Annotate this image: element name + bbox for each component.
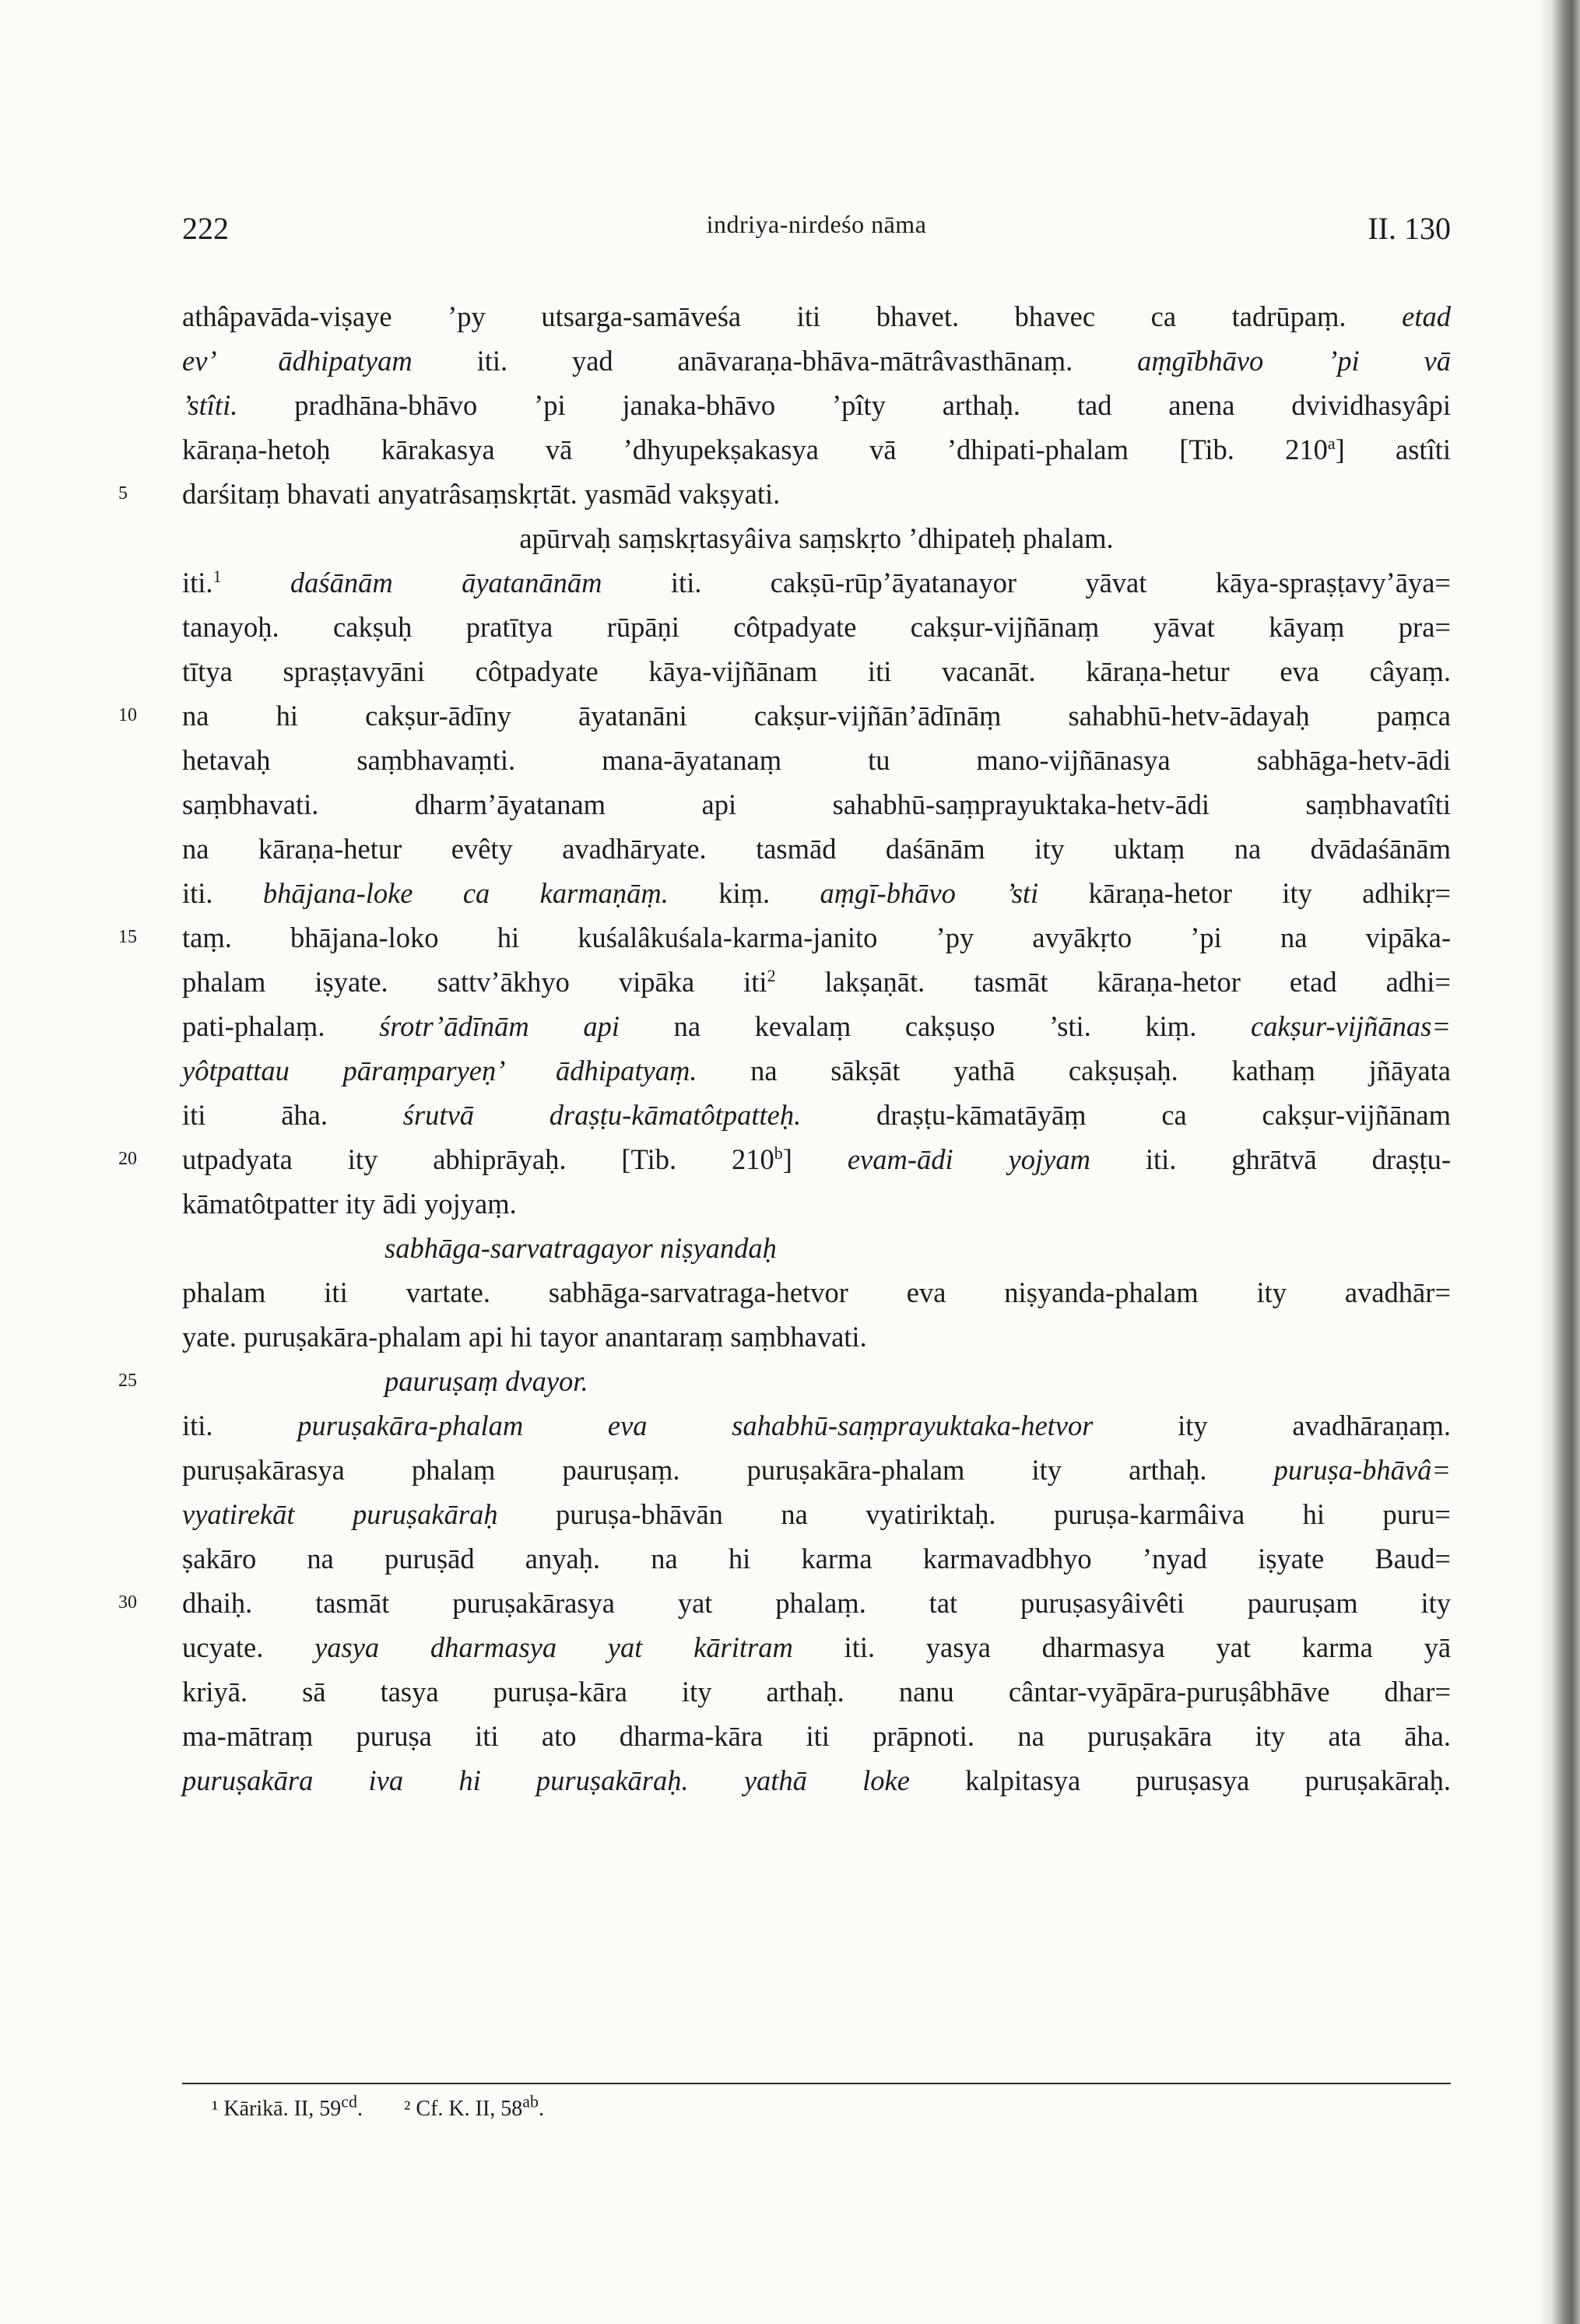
verse-line: sabhāga-sarvatragayor niṣyandaḥ xyxy=(384,1232,777,1264)
text-line: yôtpattau pāraṃparyeṇ’ ādhipatyaṃ. na sākṣāt yathā cakṣuṣaḥ. kathaṃ jñāyata xyxy=(182,1055,1451,1087)
text-line: ma-mātraṃ puruṣa iti ato dharma-kāra iti prāpnoti. na puruṣakāra ity ata āha. xyxy=(182,1720,1451,1752)
footnote-2: ² Cf. K. II, $58^{ab}$. xyxy=(404,2091,545,2121)
line-number: 10 xyxy=(118,705,137,725)
text-line: ev’ ādhipatyam iti. yad anāvaraṇa-bhāva-mātrâvasthānaṃ. aṃgībhāvo ’pi vā xyxy=(182,345,1451,377)
text-body xyxy=(118,294,1452,1803)
line-number: 30 xyxy=(118,1592,137,1613)
text-line: puruṣakārasya phalaṃ pauruṣaṃ. puruṣakāra-phalam ity arthaḥ. puruṣa-bhāvâ= xyxy=(182,1454,1451,1486)
line-number: 5 xyxy=(118,483,128,504)
text-line: iti. bhājana-loke ca karmaṇāṃ. kiṃ. aṃgī-bhāvo ’sti kāraṇa-hetor ity adhikṛ= xyxy=(182,877,1452,909)
text-line: ṣakāro na puruṣād anyaḥ. na hi karma karmavadbhyo ’nyad iṣyate Baud= xyxy=(182,1543,1451,1574)
text-line: kāraṇa-hetoḥ kārakasya vā ’dhyupekṣakasya vā ’dhipati-phalam [Tib. 210$^a$] astîti xyxy=(182,433,1451,465)
line-number: 25 xyxy=(118,1371,137,1391)
text-line: 30 dhaiḥ. tasmāt puruṣakārasya yat phalaṃ. tat puruṣasyâivêti pauruṣam ity xyxy=(182,1581,1451,1625)
verse-line: apūrvaḥ saṃskṛtasyâiva saṃskṛto ’dhipateḥ phalam. xyxy=(519,522,1114,554)
text-line: puruṣakāra iva hi puruṣakāraḥ. yathā loke kalpitasya puruṣasya puruṣakāraḥ. xyxy=(182,1764,1452,1796)
text-line: pati-phalaṃ. śrotr’ādīnām api na kevalaṃ cakṣuṣo ’sti. kiṃ. cakṣur-vijñānas= xyxy=(182,1010,1451,1042)
text-line: yate. puruṣakāra-phalam api hi tayor anantaraṃ saṃbhavati. xyxy=(182,1321,867,1353)
page-edge-shadow xyxy=(1540,0,1580,2324)
text-line: 15 taṃ. bhājana-loko hi kuśalâkuśala-karma-janito ’py avyākṛto ’pi na vipāka- xyxy=(182,915,1451,960)
text-line: tanayoḥ. cakṣuḥ pratītya rūpāṇi côtpadyate cakṣur-vijñānaṃ yāvat kāyaṃ pra= xyxy=(182,611,1451,643)
text-line: kāmatôtpatter ity ādi yojyaṃ. xyxy=(182,1188,517,1220)
text-line: saṃbhavati. dharm’āyatanam api sahabhū-saṃprayuktaka-hetv-ādi saṃbhavatîti xyxy=(182,788,1451,820)
line-number: 20 xyxy=(118,1149,137,1169)
text-line: na kāraṇa-hetur evêty avadhāryate. tasmād daśānām ity uktaṃ na dvādaśānām xyxy=(182,833,1451,865)
section-reference: II. 130 xyxy=(1368,211,1451,246)
text-line: ’stîti. pradhāna-bhāvo ’pi janaka-bhāvo ’pîty arthaḥ. tad anena dvividhasyâpi xyxy=(182,389,1452,421)
text-line: 20 utpadyata ity abhiprāyaḥ. [Tib. 210$^b$] evam-ādi yojyam iti. ghrātvā draṣṭu- xyxy=(182,1137,1451,1181)
footnote-divider xyxy=(182,2083,1451,2084)
text-line: 5 darśitaṃ bhavati anyatrâsaṃskṛtāt. yasmād vakṣyati. xyxy=(182,472,1451,516)
line-number: 15 xyxy=(118,927,137,947)
text-line: kriyā. sā tasya puruṣa-kāra ity arthaḥ. nanu cântar-vyāpāra-puruṣâbhāve dhar= xyxy=(182,1676,1451,1708)
text-line: iti.$^1$ daśānām āyatanānām iti. cakṣū-rūp’āyatanayor yāvat kāya-spraṣṭavy’āya= xyxy=(182,566,1452,599)
text-line: vyatirekāt puruṣakāraḥ puruṣa-bhāvān na vyatiriktaḥ. puruṣa-karmâiva hi puru= xyxy=(182,1498,1451,1530)
text-line: phalam iṣyate. sattv’ākhyo vipāka iti$^2$ lakṣaṇāt. tasmāt kāraṇa-hetor etad adhi= xyxy=(182,965,1452,998)
text-line: iti. puruṣakāra-phalam eva sahabhū-saṃprayuktaka-hetvor ity avadhāraṇaṃ. xyxy=(182,1409,1452,1441)
running-title: indriya-nirdeśo nāma xyxy=(706,210,927,238)
text-line: iti āha. śrutvā draṣṭu-kāmatôtpatteḥ. draṣṭu-kāmatāyāṃ ca cakṣur-vijñānam xyxy=(182,1099,1452,1131)
text-line: hetavaḥ saṃbhavaṃti. mana-āyatanaṃ tu mano-vijñānasya sabhāga-hetv-ādi xyxy=(182,744,1451,776)
footnotes xyxy=(212,2091,580,2122)
text-line: 10 na hi cakṣur-ādīny āyatanāni cakṣur-vijñān’ādīnāṃ sahabhū-hetv-ādayaḥ paṃca xyxy=(182,693,1451,738)
text-line: ucyate. yasya dharmasya yat kāritram iti. yasya dharmasya yat karma yā xyxy=(182,1631,1452,1663)
text-line: phalam iti vartate. sabhāga-sarvatraga-hetvor eva niṣyanda-phalam ity avadhār= xyxy=(182,1276,1451,1308)
text-line: tītya spraṣṭavyāni côtpadyate kāya-vijñānam iti vacanāt. kāraṇa-hetur eva câyaṃ. xyxy=(182,655,1451,687)
text-line: athâpavāda-viṣaye ’py utsarga-samāveśa iti bhavet. bhavec ca tadrūpaṃ. etad xyxy=(182,300,1451,332)
page-header xyxy=(182,210,1451,257)
footnote-1: ¹ Kārikā. II, $59^{cd}$. xyxy=(212,2091,363,2121)
verse-line: 25 pauruṣaṃ dvayor. xyxy=(182,1359,1451,1403)
page-number: 222 xyxy=(182,211,229,246)
